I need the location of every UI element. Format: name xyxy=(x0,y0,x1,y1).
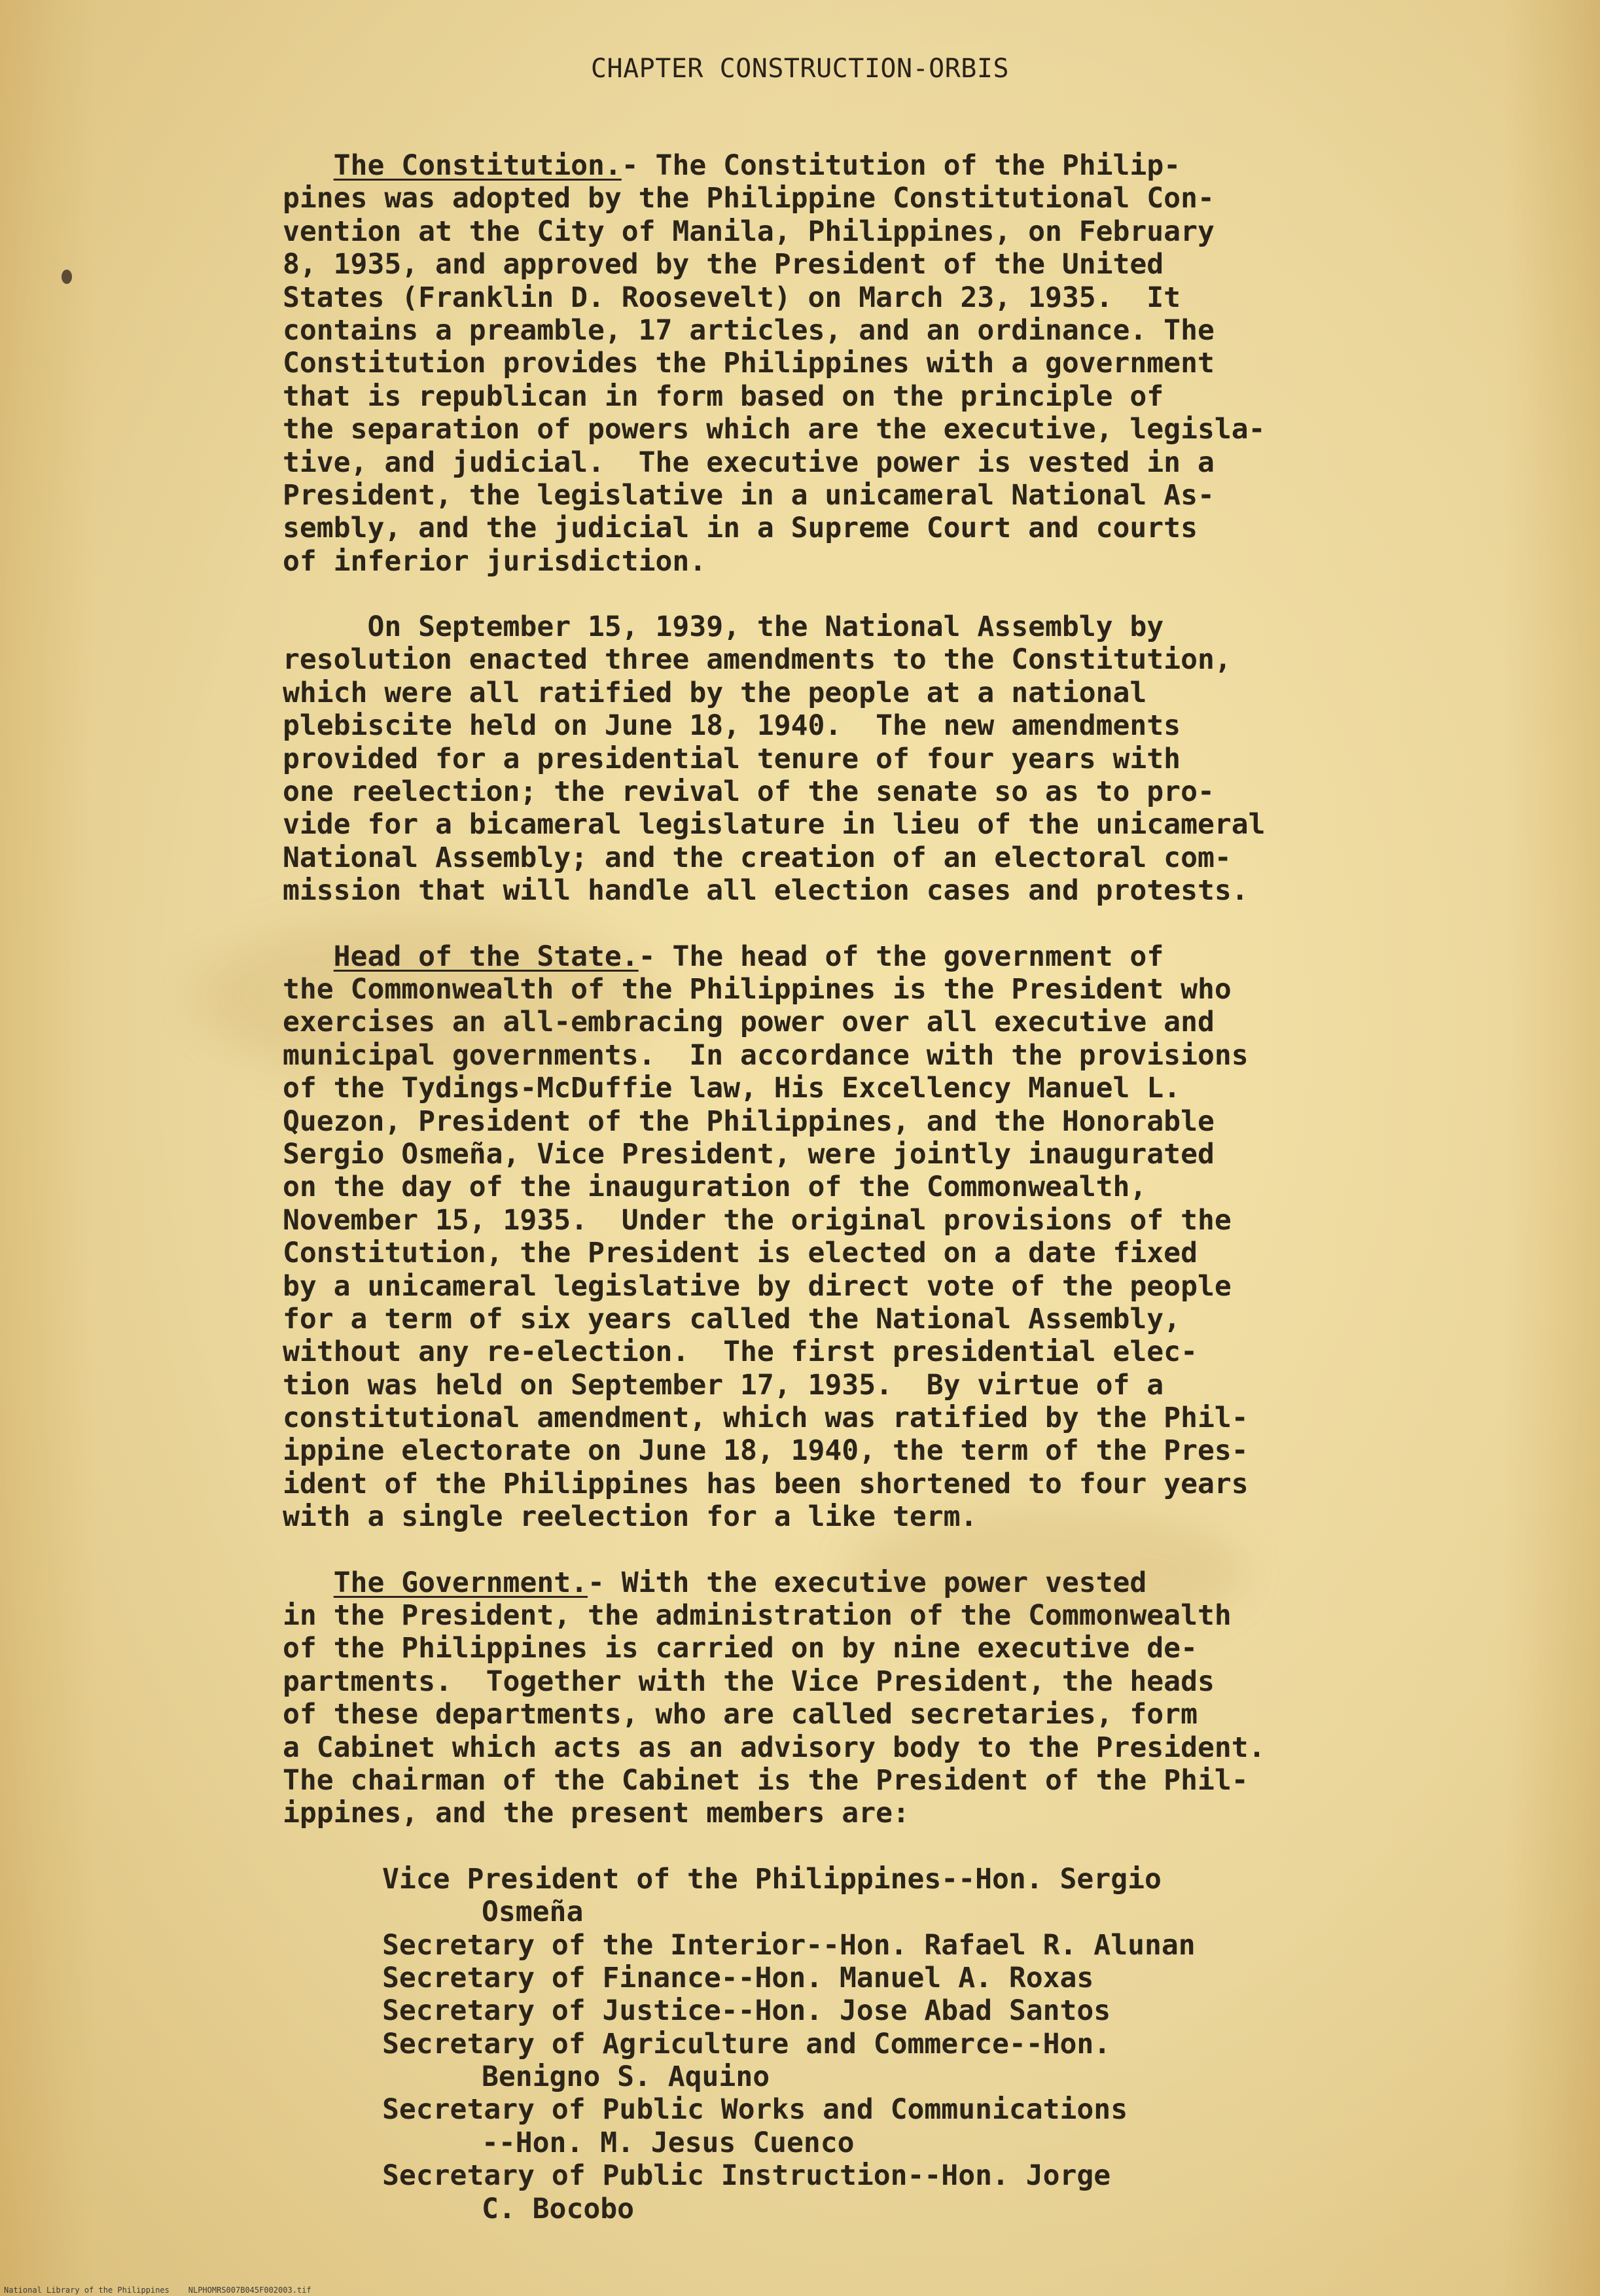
list-item xyxy=(382,1929,1480,1962)
text-line: vention at the City of Manila, Philippines, on February xyxy=(283,215,1215,248)
text-line: by a unicameral legislative by direct vote of the people xyxy=(283,1269,1232,1303)
text-line: provided for a presidential tenure of four years with xyxy=(283,742,1181,775)
paragraph-head-of-state xyxy=(283,940,1480,1534)
text-line: the separation of powers which are the executive, legisla- xyxy=(283,413,1266,446)
text-line: ippine electorate on June 18, 1940, the term of the Pres- xyxy=(283,1434,1249,1468)
section-heading-government: The Government. xyxy=(333,1566,588,1599)
text-line: The Government.- With the executive power vested xyxy=(333,1566,1147,1599)
text-line: The chairman of the Cabinet is the President of the Phil- xyxy=(283,1763,1249,1797)
text-line: which were all ratified by the people at a national xyxy=(283,676,1147,709)
text-line: in the President, the administration of the Commonwealth xyxy=(283,1599,1232,1633)
text-line: States (Franklin D. Roosevelt) on March 23, 1935. It xyxy=(283,281,1181,314)
text-line: Constitution provides the Philippines with a government xyxy=(283,347,1215,380)
list-item xyxy=(382,2159,1480,2225)
text-line: with a single reelection for a like term. xyxy=(283,1500,978,1534)
text-line: constitutional amendment, which was ratified by the Phil- xyxy=(283,1402,1249,1435)
text-line: mission that will handle all election cases and protests. xyxy=(283,874,1249,908)
text-line: one reelection; the revival of the senate so as to pro- xyxy=(283,775,1215,809)
text-line: National Assembly; and the creation of an electoral com- xyxy=(283,841,1232,874)
text-line: plebiscite held on June 18, 1940. The new amendments xyxy=(283,709,1181,743)
text-line: Head of the State.- The head of the government of xyxy=(333,940,1164,973)
text-line: of inferior jurisdiction. xyxy=(283,544,707,578)
member-title: Vice President of the Philippines--Hon. Sergio xyxy=(382,1862,1162,1896)
text-line: exercises an all-embracing power over all executive and xyxy=(283,1006,1215,1039)
text-line: Quezon, President of the Philippines, and the Honorable xyxy=(283,1104,1215,1138)
list-item xyxy=(382,1962,1480,1994)
cabinet-members-list xyxy=(283,1863,1480,2225)
text-line: On September 15, 1939, the National Assembly by xyxy=(283,610,1164,644)
member-title: Secretary of Agriculture and Commerce--Hon. xyxy=(382,2027,1111,2060)
text-line: without any re-election. The first presidential elec- xyxy=(283,1335,1198,1369)
text-line: November 15, 1935. Under the original provisions of the xyxy=(283,1203,1232,1237)
chapter-title: CHAPTER CONSTRUCTION-ORBIS xyxy=(590,54,1010,84)
member-title: Secretary of Public Works and Communications xyxy=(382,2093,1128,2127)
member-title: Secretary of the Interior--Hon. Rafael R. Alunan xyxy=(382,1928,1196,1962)
paragraph-amendments xyxy=(283,610,1480,908)
ink-spot xyxy=(62,270,72,284)
text-line: sembly, and the judicial in a Supreme Court and courts xyxy=(283,512,1198,545)
text-line: of these departments, who are called secretaries, form xyxy=(283,1698,1198,1731)
text-line: municipal governments. In accordance with the provisions xyxy=(283,1038,1249,1072)
document-body xyxy=(283,149,1480,2225)
member-title: Secretary of Finance--Hon. Manuel A. Roxas xyxy=(382,1961,1094,1994)
member-title: Secretary of Justice--Hon. Jose Abad Santos xyxy=(382,1994,1111,2028)
section-heading-constitution: The Constitution. xyxy=(333,149,622,182)
text-line: for a term of six years called the National Assembly, xyxy=(283,1302,1181,1335)
text-line: of the Philippines is carried on by nine executive de- xyxy=(283,1632,1198,1665)
text-line: resolution enacted three amendments to the Constitution, xyxy=(283,643,1232,677)
text-line: that is republican in form based on the principle of xyxy=(283,380,1164,413)
text-line: a Cabinet which acts as an advisory body to the President. xyxy=(283,1731,1266,1764)
text-line: ippines, and the present members are: xyxy=(283,1797,910,1830)
text-line: 8, 1935, and approved by the President of the United xyxy=(283,248,1164,281)
section-heading-head-of-state: Head of the State. xyxy=(333,940,639,973)
paragraph-constitution xyxy=(283,149,1480,578)
list-item xyxy=(382,2028,1480,2094)
member-title: Secretary of Public Instruction--Hon. Jorge xyxy=(382,2159,1111,2193)
text-line: contains a preamble, 17 articles, and an ordinance. The xyxy=(283,313,1215,347)
text-line: partments. Together with the Vice President, the heads xyxy=(283,1665,1215,1698)
member-name: Benigno S. Aquino xyxy=(482,2060,770,2094)
member-name: --Hon. M. Jesus Cuenco xyxy=(482,2126,855,2159)
text-line: Constitution, the President is elected on a date fixed xyxy=(283,1237,1198,1270)
text-line: President, the legislative in a unicameral National As- xyxy=(283,478,1215,512)
text-line: pines was adopted by the Philippine Constitutional Con- xyxy=(283,182,1215,215)
text-line: tive, and judicial. The executive power is vested in a xyxy=(283,446,1215,479)
text-line: tion was held on September 17, 1935. By virtue of a xyxy=(283,1368,1164,1402)
text-line: of the Tydings-McDuffie law, His Excellency Manuel L. xyxy=(283,1072,1181,1105)
text-line: Sergio Osmeña, Vice President, were jointly inaugurated xyxy=(283,1137,1215,1171)
text-line: the Commonwealth of the Philippines is the President who xyxy=(283,972,1232,1006)
member-name: C. Bocobo xyxy=(482,2192,634,2225)
scan-credit: National Library of the Philippines NLPHOMRS007B045F002003.tif xyxy=(4,2286,311,2295)
list-item xyxy=(382,2093,1480,2159)
member-name: Osmeña xyxy=(482,1896,584,1929)
paragraph-government xyxy=(283,1566,1480,1830)
text-line: vide for a bicameral legislature in lieu of the unicameral xyxy=(283,808,1266,841)
list-item xyxy=(382,1994,1480,2027)
list-item xyxy=(382,1863,1480,1929)
text-line: ident of the Philippines has been shortened to four years xyxy=(283,1467,1249,1500)
text-line: The Constitution.- The Constitution of the Philip- xyxy=(333,149,1181,182)
text-line: on the day of the inauguration of the Commonwealth, xyxy=(283,1171,1147,1204)
